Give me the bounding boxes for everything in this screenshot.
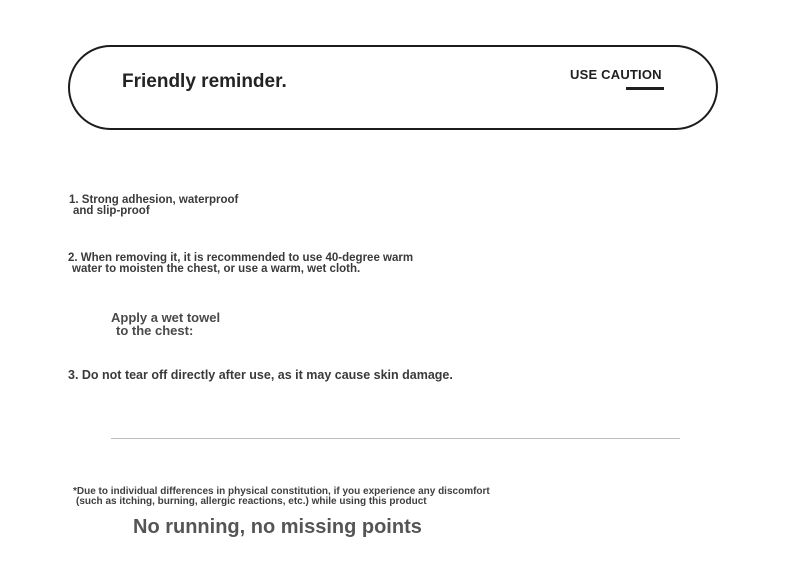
caution-label-group [570, 67, 666, 82]
footnote-line-1: *Due to individual differences in physical constitution, if you experience any discomfort [73, 486, 490, 497]
instruction-1-line-1: 1. Strong adhesion, waterproof [69, 194, 239, 206]
reminder-banner [68, 45, 718, 130]
divider [111, 438, 680, 439]
banner-title: Friendly reminder. [122, 71, 287, 92]
instruction-1-line-2: and slip-proof [73, 205, 150, 217]
instruction-2-line-2: water to moisten the chest, or use a warm, wet cloth. [72, 263, 361, 275]
instruction-3: 3. Do not tear off directly after use, as it may cause skin damage. [68, 368, 453, 382]
tip-line-2: to the chest: [116, 323, 194, 338]
caution-label: USE CAUTION [570, 67, 662, 82]
instruction-2-line-1: 2. When removing it, it is recommended to use 40-degree warm [68, 252, 414, 264]
tip-line-1: Apply a wet towel [111, 310, 221, 325]
caution-underline [626, 87, 664, 90]
tagline: No running, no missing points [133, 516, 422, 538]
footnote-line-2: (such as itching, burning, allergic reactions, etc.) while using this product [76, 496, 427, 507]
